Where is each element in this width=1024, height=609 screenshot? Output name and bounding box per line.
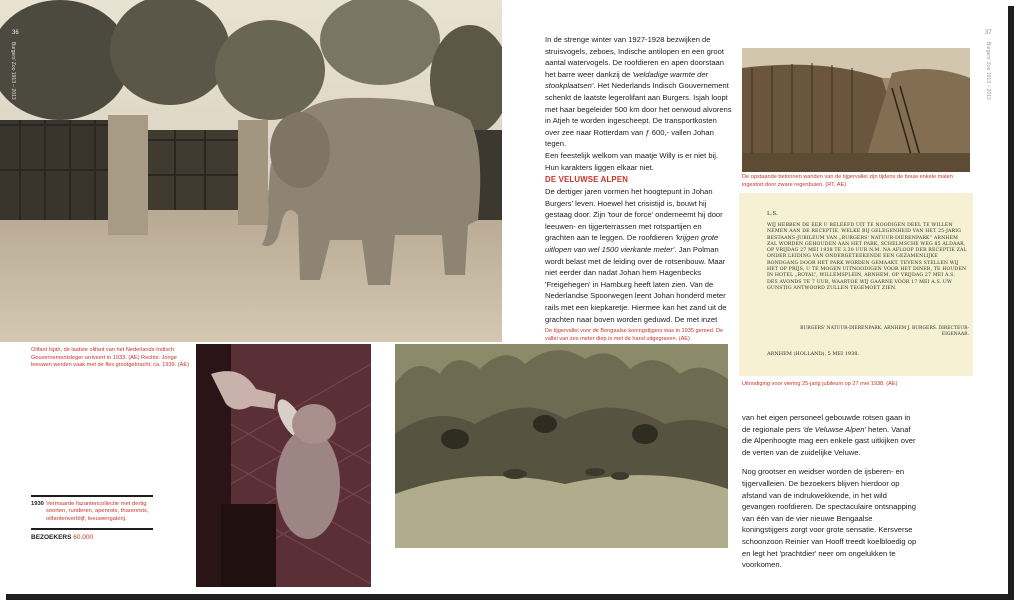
timeline-entry (31, 501, 153, 523)
elephant-photo (0, 0, 502, 342)
running-head-right: Burgers' Zoo 1913 – 2013 (985, 42, 991, 100)
page-number-right: 37 (985, 30, 992, 36)
invitation-place-date: ARNHEM (HOLLAND), 5 MEI 1938. (767, 351, 860, 357)
running-head-left: Burgers' Zoo 1913 – 2013 (10, 42, 16, 100)
construction-caption: De opstaande betonnen wanden van de tijgervallei zijn tijdens de bouw enkele malen ingestort door zware regenbuien. (RT, AE) (742, 174, 953, 188)
paragraph-winter: In de strenge winter van 1927-1928 bezwijken de struisvogels, zeboes, Indische antilopen en een groot aantal watervogels. De roofdieren en apen doorstaan het barre weer dankzij de 'weldadige warmte der stookplaatsen'. Het Nederlands Indisch Gouvernement schenkt de laatste legerolifant aan Burgers. Isjah loopt met haar begeleider 500 km door het oerwoud alvorens in Atjeh te worden ingescheept. De transportkosten over zee naar Rotterdam van ƒ 600,- vallen Johan tegen. Een feestelijk welkom van maatje Willy is er niet bij. Hun karakters liggen elkaar niet. (545, 35, 732, 172)
invitation-card (739, 193, 973, 376)
invitation-body: WIJ HEBBEN DE EER U BELEEFD UIT TE NOODIGEN DEEL TE WILLEN NEMEN AAN DE RECEPTIE, WELKE BIJ GELEGENHEID VAN HET 25-JARIG BESTAANS-JUBILEUM VAN „BURGERS' NATUUR-DIERENPARK” ARNHEM ZAL WORDEN GEHOUDEN AAN HET PARK, SCHELMSCHE WEG 85 ALDAAR, OP VRIJDAG 27 MEI 1938 TE 3.30 UUR N.M. NA AFLOOP DER RECEPTIE ZAL ONDER LEIDING VAN ONDERGETEEKENDE EEN GEZAMENLIJKE RONDGANG DOOR HET PARK WORDEN GEMAAKT. TEVENS STELLEN WIJ HET OP PRIJS, U TE MOGEN UITNOODIGEN VOOR HET DINER, TE HOUDEN IN HOTEL „ROYAL”, WILLEMSPLEIN, ARNHEM, OP VRIJDAG 27 MEI A.S. DES AVONDS TE 7 UUR, WAARTOE WIJ GAARNE VÓÓR 17 MEI A.S. UW GUNSTIG ANTWOORD ZULLEN TEGEMOET ZIEN. (767, 223, 967, 291)
timeline-text: Vermaarde fazantencollectie met dertig soorten, runderen, apenrots, tharenrots, olifantenverblijf, leeuwengalerij. (46, 501, 149, 522)
right-column-text (742, 412, 920, 577)
timeline-box (31, 495, 153, 541)
invitation-salutation: L.S. (767, 211, 778, 217)
invitation-signature: BURGERS' NATUUR-DIERENPARK, ARNHEM J. BURGERS. DIRECTEUR-EIGENAAR. (800, 326, 969, 337)
paragraph-ijsberen: Nog grootser en weidser worden de ijsberen- en tijgervalleien. De bezoekers blijven hierdoor op afstand van de indrukwekkende, in het wild gevangen roofdieren. De spectaculaire ontsnapping van één van de vier nieuwe Bengaalse koningstijgers zorgt voor grote sensatie. Kersverse schoonzoon Reinier van Hooff treedt koelbloedig op en legt het 'prachtdier' neer om ongelukken te voorkomen. (742, 467, 917, 570)
paragraph-veluwse-alpen: van het eigen personeel gebouwde rotsen gaan in de regionale pers 'de Veluwse Alpen' heten. Vanaf die Alpenhoogte mag een enkele gast uitkijken over de verten van de zuidelijke Veluwe. (742, 413, 916, 457)
section-heading: DE VELUWSE ALPEN (545, 175, 629, 184)
invitation-caption: Uitnodiging voor viering 25-jarig jubileum op 27 mei 1938. (AE) (742, 381, 898, 387)
timeline-year: 1930 (31, 501, 44, 507)
visitors-count (31, 534, 153, 541)
paragraph-dertiger: De dertiger jaren vormen het hoogtepunt in Johan Burgers' leven. Hoewel het crisistijd is, bouwt hij gestaag door. Zijn 'tour de force' onderneemt hij door leeuwen- en tijgerterrassen met rotspartijen en grachten aan te leggen. De roofdieren 'krijgen grote uitlopen van wel 1500 vierkante meter'. Jan Polman wordt belast met de leiding over de rotsenbouw. Maar niet eerder dan nadat Johan hem Hagenbecks 'Freigehegen' in Hamburg heeft laten zien. Van de Nederlandse Spoorwegen leent Johan honderd meter rails met een kiepkaretje. Hiermee kan het zand uit de grachten naar boven worden geduwd. De met inzet (545, 187, 727, 324)
visitors-value: 60.000 (73, 534, 94, 542)
page-number-left: 36 (12, 30, 19, 36)
lion-cub-photo (196, 344, 371, 587)
tiger-valley-photo (395, 344, 728, 548)
timeline-top-rule (31, 495, 153, 497)
construction-photo (742, 48, 970, 172)
middle-column-text-2 (545, 186, 733, 331)
elephant-caption: Olifant Isjah, de laatste olifant van het Nederlands-Indisch Gouvernementsleger arriveert in 1933. (AE) Rechts: Jonge leeuwen werden vaak met de fles grootgebracht, ca. 1939. (AE) (31, 347, 189, 369)
tiger-valley-caption: De tijgervallei voor de Bengaalse koningstijgers was in 1935 gereed. De vallei van zes meter diep is met de hand uitgegraven. (AE) (545, 328, 724, 342)
timeline-bottom-rule (31, 528, 153, 530)
middle-column-text (545, 34, 733, 179)
visitors-label: BEZOEKERS (31, 534, 72, 542)
